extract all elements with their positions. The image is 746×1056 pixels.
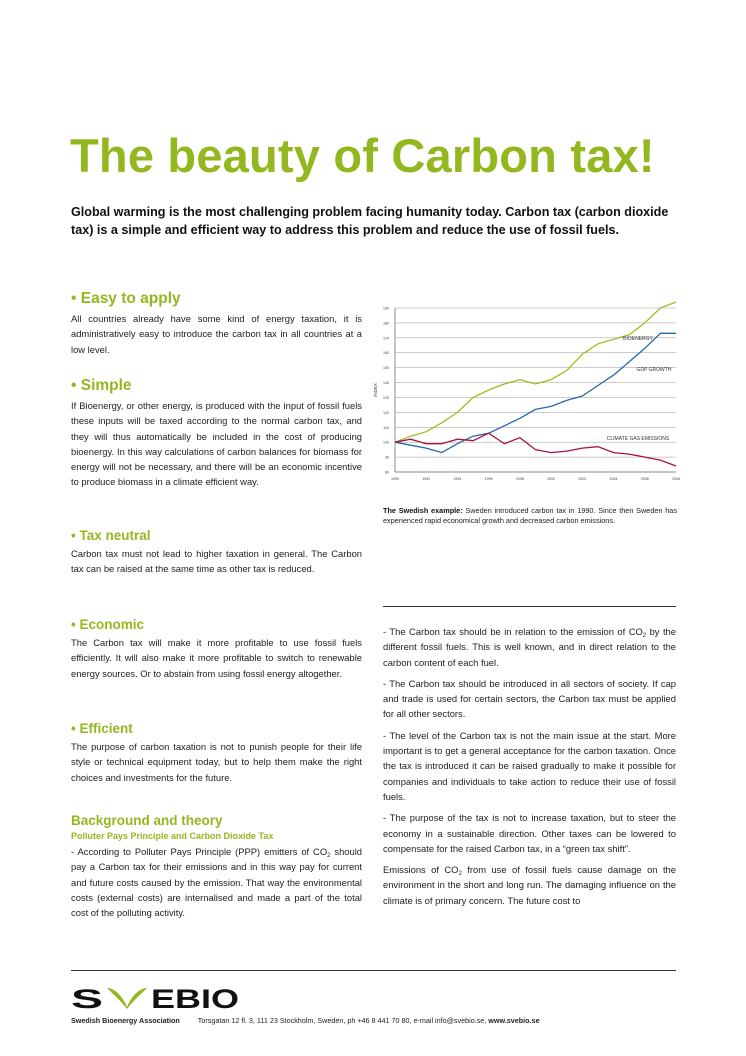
section-easy-to-apply: [71, 290, 362, 357]
index-line-chart: [368, 300, 680, 500]
x-tick-label: 2008: [672, 477, 680, 481]
text-run: by the different fossil fuels. This is well known, and in direct relation to the carbon content of each fuel.: [383, 626, 676, 668]
section-heading: Background and theory: [71, 813, 223, 828]
footer-divider: [71, 970, 676, 971]
subscript: 2: [458, 871, 462, 878]
y-tick-label: 120: [383, 410, 389, 415]
svg-text:S: S: [71, 985, 103, 1011]
section-subheading: Polluter Pays Principle and Carbon Dioxide Tax: [71, 831, 274, 841]
footer-org: Swedish Bioenergy Association: [71, 1016, 180, 1025]
x-tick-label: 1990: [391, 477, 399, 481]
section-body: The purpose of carbon taxation is not to punish people for their life style or technical equipment today, but to help them make the right choices and investments for the future.: [71, 741, 362, 783]
y-tick-label: 170: [383, 336, 389, 341]
footer: [71, 1016, 681, 1025]
section-simple: [71, 377, 362, 490]
section-heading: • Efficient: [71, 721, 133, 736]
text-run: from use of fossil fuels cause damage on the environment in the short and long run. The damaging influence on the climate is of primary concern. The future cost to: [383, 864, 676, 906]
intro-paragraph: Global warming is the most challenging problem facing humanity today. Carbon tax (carbon dioxide tax) is a simple and efficient way to address this problem and reduce the use of fossil fuels.: [71, 205, 669, 237]
leaf-icon: [107, 988, 147, 1009]
text-run: should pay a Carbon tax for their emissions and in this way pay for current and future costs caused by the emission. That way the environmental costs (external costs) are internalised and made a part of the total cost of the polluting activity.: [71, 846, 363, 919]
y-tick-label: 180: [383, 321, 389, 326]
footer-address: Torsgatan 12 fl. 3, 111 23 Stockholm, Sweden, ph +46 8 441 70 80, e-mail info@svebio.se,: [197, 1016, 489, 1025]
section-heading: • Economic: [71, 617, 144, 632]
y-tick-label: 160: [383, 351, 389, 356]
x-tick-label: 2002: [578, 477, 587, 481]
section-tax-neutral: [71, 528, 362, 577]
chart-caption: [383, 506, 677, 526]
series-label: BIOENERGY: [623, 336, 653, 342]
x-tick-label: 1992: [422, 477, 431, 481]
divider: [383, 606, 676, 607]
right-paragraph: [383, 624, 676, 670]
y-tick-label: 110: [383, 425, 389, 430]
section-heading: • Easy to apply: [71, 290, 181, 307]
series-line: [395, 333, 676, 452]
y-tick-label: 80: [385, 470, 389, 475]
text-run: - The Carbon tax should be in relation to the emission of CO: [383, 626, 643, 637]
caption-bold: The Swedish example:: [383, 506, 463, 515]
text-run: Emissions of CO: [383, 864, 459, 876]
right-column: [383, 624, 676, 914]
x-tick-label: 2006: [640, 477, 649, 481]
page-title: The beauty of Carbon tax!: [70, 129, 655, 182]
right-paragraph: - The level of the Carbon tax is not the main issue at the start. More important is to get a general acceptance for the carbon taxation. Once the tax is introduced it can be raised gradually to make it possible for companies and individuals to take action to reduce their use of fossil fuels.: [383, 729, 676, 802]
y-tick-label: 90: [385, 455, 389, 460]
series-label: GDP GROWTH: [636, 367, 672, 373]
x-tick-label: 1996: [484, 477, 493, 481]
subscript: 2: [642, 633, 647, 639]
section-economic: [71, 617, 362, 681]
text-run: - According to Polluter Pays Principle (PPP) emitters of CO: [71, 846, 328, 857]
y-axis-label: INDEX: [373, 383, 378, 397]
y-tick-label: 140: [383, 381, 389, 386]
right-paragraph: - The Carbon tax should be introduced in all sectors of society. If cap and trade is used for certain sectors, the Carbon tax must be applied for all other sectors.: [383, 677, 676, 720]
subscript: 2: [327, 853, 331, 859]
section-background: [71, 813, 362, 920]
y-tick-label: 130: [383, 395, 389, 400]
x-tick-label: 2004: [609, 477, 618, 481]
section-body: Carbon tax must not lead to higher taxation in general. The Carbon tax can be raised at the same time as other tax is reduced.: [71, 548, 362, 575]
section-efficient: [71, 721, 362, 785]
svebio-logo: [71, 985, 241, 1011]
section-body: If Bioenergy, or other energy, is produced with the input of fossil fuels these inputs will be taxed according to the normal carbon tax, and they will thus automatically be included in the cost of producing bioenergy. In this way calculations of carbon balances for biomass for energy will not be necessary, and there will be an economic incentive to produce biomass in a climate efficient way.: [71, 400, 362, 488]
section-body: [71, 844, 362, 920]
section-body: All countries already have some kind of energy taxation, it is administratively easy to introduce the carbon tax in all countries at a low level.: [71, 313, 362, 355]
right-paragraph: [383, 862, 676, 908]
section-heading: • Tax neutral: [71, 528, 151, 543]
x-tick-label: 2000: [547, 477, 556, 481]
footer-website: www.svebio.se: [488, 1016, 540, 1025]
x-tick-label: 1998: [515, 477, 524, 481]
section-heading: • Simple: [71, 377, 132, 394]
svg-text:EBIO: EBIO: [151, 985, 239, 1011]
y-tick-label: 150: [383, 366, 389, 371]
section-body: The Carbon tax will make it more profitable to use fossil fuels efficiently. It will also make it more profitable to switch to renewable energy sources. Or to abstain from using fossil energy altogether.: [71, 637, 362, 679]
series-label: CLIMATE GAS EMISSIONS: [606, 436, 670, 442]
x-tick-label: 1994: [453, 477, 462, 481]
y-tick-label: 190: [383, 306, 389, 311]
caption-text: Sweden introduced carbon tax in 1990. Since then Sweden has experienced rapid economical growth and decreased carbon emissions.: [383, 506, 677, 525]
y-tick-label: 100: [383, 440, 389, 445]
right-paragraph: - The purpose of the tax is not to increase taxation, but to steer the economy in a sustainable direction. Other taxes can be lowered to compensate for the raised Carbon tax, in a “green tax shift”.: [383, 812, 676, 854]
